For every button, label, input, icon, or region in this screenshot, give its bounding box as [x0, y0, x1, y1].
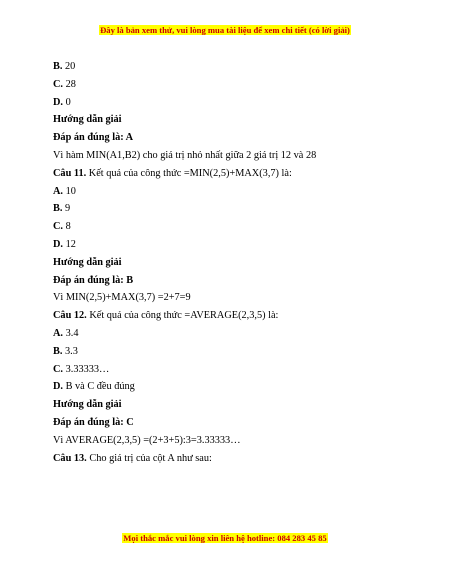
- question: [53, 165, 413, 183]
- preview-notice-text: Đây là bản xem thử, vui lòng mua tài liệu để xem chi tiết (có lời giải): [100, 25, 350, 35]
- option-text: 20: [62, 61, 76, 72]
- question: [53, 307, 413, 325]
- answer-option: [53, 325, 413, 343]
- option-text: 3.3: [62, 345, 78, 357]
- option-label: A.: [53, 327, 64, 339]
- explanation: [53, 147, 413, 165]
- answer-option: [53, 58, 413, 76]
- explanation-text: Vì hàm MIN(A1,B2) cho giá trị nhỏ nhất giữa 2 giá trị 12 và 28: [53, 149, 317, 161]
- explanation: [53, 432, 413, 450]
- answer-option: [53, 236, 413, 254]
- answer-option: [53, 361, 413, 379]
- document-body: [53, 58, 413, 467]
- option-text: 3.4: [63, 327, 79, 339]
- option-text: 8: [63, 221, 71, 233]
- solution-heading: [53, 254, 413, 272]
- option-text: 9: [62, 203, 71, 215]
- option-label: B.: [53, 345, 63, 357]
- question-number: Câu 13.: [53, 452, 87, 464]
- answer-option: [53, 218, 413, 236]
- option-label: D.: [53, 238, 64, 250]
- solution-heading-text: Hướng dẫn giải: [53, 256, 122, 268]
- option-label: B.: [53, 61, 63, 72]
- option-text: 0: [63, 96, 71, 108]
- option-text: 12: [63, 238, 76, 250]
- correct-answer: [53, 129, 413, 147]
- option-text: 3.33333…: [63, 363, 110, 375]
- question-text: Cho giá trị của cột A như sau:: [86, 452, 212, 464]
- option-text: 10: [63, 185, 76, 197]
- option-label: D.: [53, 381, 64, 393]
- correct-answer: [53, 414, 413, 432]
- option-label: C.: [53, 363, 64, 375]
- preview-notice-banner: [0, 25, 450, 36]
- option-label: C.: [53, 221, 64, 233]
- correct-answer-text: Đáp án đúng là: B: [53, 274, 134, 286]
- correct-answer: [53, 272, 413, 290]
- solution-heading: [53, 111, 413, 129]
- correct-answer-text: Đáp án đúng là: C: [53, 416, 134, 428]
- option-text: B và C đều đúng: [63, 381, 135, 393]
- solution-heading-text: Hướng dẫn giải: [53, 114, 122, 126]
- option-label: B.: [53, 203, 63, 215]
- answer-option: [53, 94, 413, 112]
- hotline-notice-text: Mọi thắc mắc vui lòng xin liên hệ hotline: 084 283 45 85: [123, 533, 327, 543]
- answer-option: [53, 76, 413, 94]
- option-label: A.: [53, 185, 64, 197]
- question-text: Kết quả của công thức =AVERAGE(2,3,5) là:: [86, 310, 279, 322]
- explanation: [53, 289, 413, 307]
- question-number: Câu 12.: [53, 310, 87, 322]
- option-label: D.: [53, 96, 64, 108]
- explanation-text: Vì MIN(2,5)+MAX(3,7) =2+7=9: [53, 292, 191, 304]
- answer-option: [53, 200, 413, 218]
- solution-heading-text: Hướng dẫn giải: [53, 399, 122, 411]
- question: [53, 450, 413, 468]
- answer-option: [53, 183, 413, 201]
- solution-heading: [53, 396, 413, 414]
- question-text: Kết quả của công thức =MIN(2,5)+MAX(3,7) là:: [86, 167, 292, 179]
- question-number: Câu 11.: [53, 167, 87, 179]
- correct-answer-text: Đáp án đúng là: A: [53, 132, 134, 144]
- explanation-text: Vì AVERAGE(2,3,5) =(2+3+5):3=3.33333…: [53, 434, 241, 446]
- answer-option: [53, 343, 413, 361]
- answer-option: [53, 378, 413, 396]
- option-label: C.: [53, 78, 64, 90]
- option-text: 28: [63, 78, 76, 90]
- hotline-notice-banner: [0, 533, 450, 544]
